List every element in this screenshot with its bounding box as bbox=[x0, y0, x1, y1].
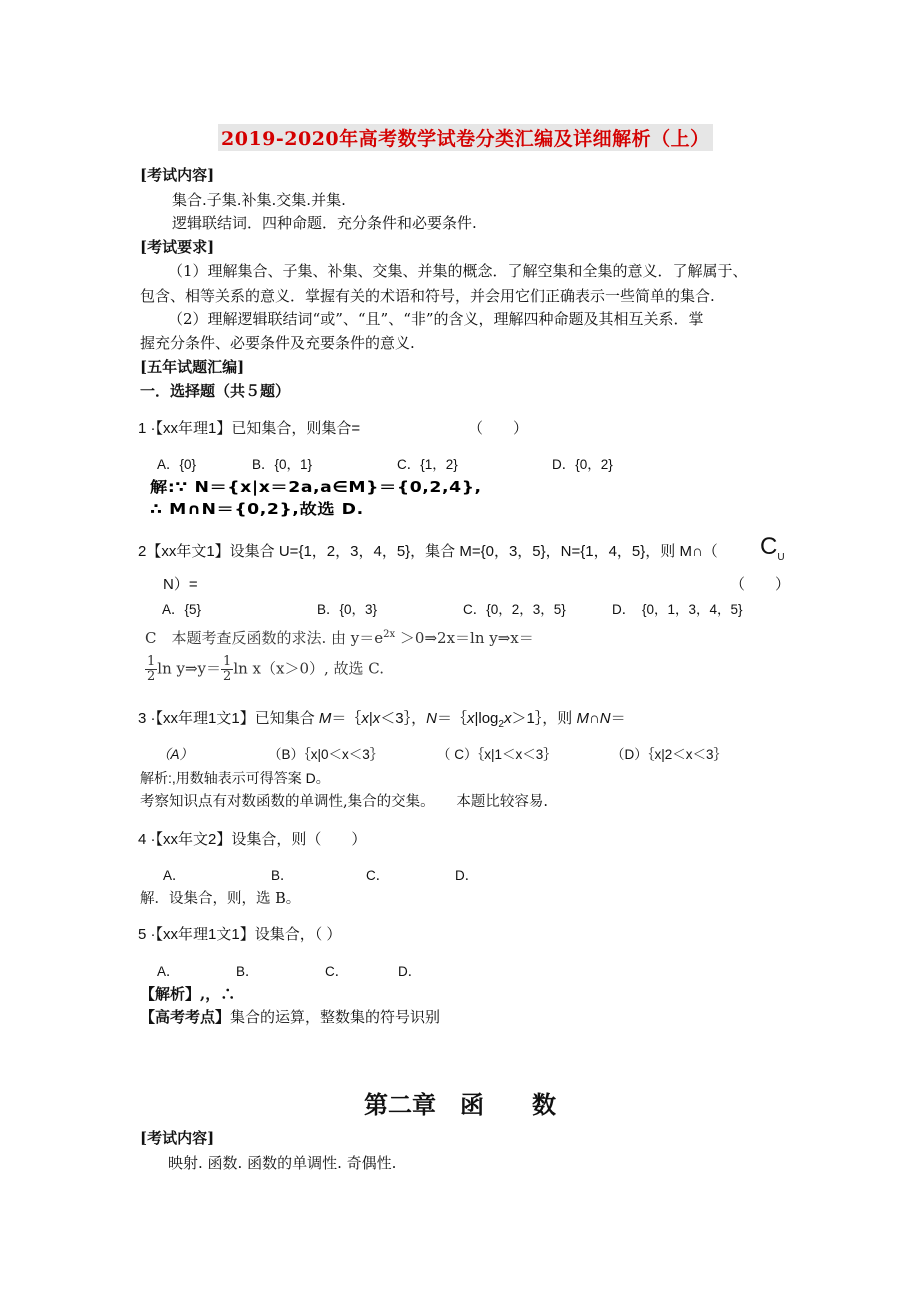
q3-stem-part: ＝｛ bbox=[436, 710, 467, 727]
chapter-2-content-line-1: 映射. 函数. 函数的单调性. 奇偶性. bbox=[168, 1154, 397, 1172]
page-title: 2019-2020年高考数学试卷分类汇编及详细解析（上） bbox=[218, 124, 713, 151]
scan-text-2b: ln x（x＞0）, 故选 C. bbox=[233, 659, 385, 678]
question-2-scanned-solution-line-1 bbox=[145, 627, 534, 648]
question-3-option-c: （ C）｛x|1＜x＜3｝ bbox=[437, 747, 557, 762]
exam-content-heading: [考试内容] bbox=[140, 166, 215, 184]
requirement-line-2: 包含、相等关系的意义．掌握有关的术语和符号，并会用它们正确表示一些简单的集合. bbox=[140, 287, 715, 305]
question-1-solution-line-1: 解:∵ N＝{x|x＝2a,a∈M}＝{0,2,4}, bbox=[150, 478, 482, 496]
question-5-key-point bbox=[140, 1006, 440, 1027]
question-2-option-b: B．{0，3} bbox=[317, 602, 378, 617]
question-1-option-b: B．{0，1} bbox=[252, 457, 313, 472]
fraction-half-1 bbox=[145, 655, 157, 684]
question-4-option-c: C． bbox=[366, 868, 390, 883]
q3-stem-part: ＞1｝，则 bbox=[511, 710, 577, 727]
question-3-analysis: 解析:,用数轴表示可得答案 D。 bbox=[140, 770, 330, 786]
key-point-text: 集合的运算，整数集的符号识别 bbox=[230, 1008, 441, 1026]
question-1-option-c: C．{1，2} bbox=[397, 457, 458, 472]
q3-stem-part: |log bbox=[474, 710, 499, 727]
key-point-label: 【高考考点】 bbox=[140, 1008, 231, 1026]
scan-text-1a: C 本题考查反函数的求法. 由 y＝e bbox=[145, 629, 384, 647]
question-5-option-a: A． bbox=[157, 964, 180, 979]
exam-content-line-1: 集合.子集.补集.交集.并集. bbox=[172, 191, 346, 209]
q3-stem-part: ＝｛ bbox=[331, 710, 362, 727]
question-4-option-a: A． bbox=[163, 868, 186, 883]
q3-stem-part: | bbox=[368, 710, 373, 727]
question-2-option-d: D． {0，1，3，4，5} bbox=[612, 602, 743, 617]
fraction-half-2 bbox=[221, 655, 233, 684]
exam-requirements-heading: [考试要求] bbox=[140, 238, 215, 256]
scan-text-1b: ＞0⇒2x＝ln y⇒x＝ bbox=[395, 629, 534, 647]
question-3-option-b: （B）｛x|0＜x＜3｝ bbox=[268, 747, 384, 762]
question-3-stem bbox=[138, 707, 626, 730]
question-4-solution: 解．设集合，则，选 B。 bbox=[140, 891, 301, 907]
fraction-denominator: 2 bbox=[223, 669, 232, 684]
set-m: M bbox=[318, 710, 332, 727]
set-n: N bbox=[426, 710, 437, 727]
log-base: 2 bbox=[498, 719, 504, 730]
question-2-stem-continued: N）= bbox=[163, 576, 198, 593]
analysis-label: 【解析】 bbox=[140, 985, 201, 1003]
five-year-heading: [五年试题汇编] bbox=[140, 358, 245, 376]
var-x: x bbox=[466, 710, 475, 727]
fraction-numerator: 1 bbox=[223, 654, 232, 669]
question-5-analysis bbox=[140, 983, 235, 1004]
var-x: x bbox=[372, 710, 381, 727]
question-4-option-d: D． bbox=[455, 868, 479, 883]
complement-letter: C bbox=[760, 533, 778, 560]
analysis-text: ,，∴ bbox=[200, 985, 236, 1003]
chapter-2-title: 第二章 函 数 bbox=[364, 1090, 556, 1119]
q3-stem-part: ＜3｝， bbox=[380, 710, 427, 727]
scan-exponent: 2x bbox=[383, 629, 396, 640]
question-2-answer-paren: （ ） bbox=[730, 576, 791, 593]
question-5-option-c: C． bbox=[325, 964, 349, 979]
question-3-note: 考察知识点有对数函数的单调性,集合的交集。 本题比较容易. bbox=[140, 794, 548, 810]
question-5-option-b: B． bbox=[236, 964, 259, 979]
var-x: x bbox=[361, 710, 369, 727]
question-2-scanned-solution-line-2 bbox=[145, 655, 384, 684]
fraction-denominator: 2 bbox=[147, 669, 156, 684]
question-2-option-a: A．{5} bbox=[162, 602, 202, 617]
question-5-option-d: D． bbox=[398, 964, 422, 979]
question-4-option-b: B． bbox=[271, 868, 294, 883]
question-2-stem: 2【xx年文1】设集合 U={1，2，3，4，5}，集合 M={0，3，5}，N={1，4，5}，则 M∩（ bbox=[138, 543, 718, 560]
fraction-numerator: 1 bbox=[147, 654, 156, 669]
question-1-solution-line-2: ∴ M∩N＝{0,2},故选 D. bbox=[150, 500, 364, 518]
question-1-option-d: D．{0，2} bbox=[552, 457, 613, 472]
complement-symbol bbox=[760, 533, 785, 563]
requirement-line-1: （1）理解集合、子集、补集、交集、并集的概念．了解空集和全集的意义．了解属于、 bbox=[168, 262, 748, 280]
question-4-stem: 4 ·【xx年文2】设集合，则（ ） bbox=[138, 831, 367, 848]
question-1-option-a: A．{0} bbox=[157, 457, 197, 472]
chapter-2-content-heading: [考试内容] bbox=[140, 1129, 215, 1147]
q3-stem-part: ＝ bbox=[610, 710, 626, 727]
exam-content-line-2: 逻辑联结词．四种命题．充分条件和必要条件. bbox=[172, 214, 477, 232]
scan-text-2a: ln y⇒y＝ bbox=[157, 659, 222, 678]
intersection-mn: M∩N bbox=[576, 710, 611, 727]
var-x: x bbox=[503, 710, 512, 727]
question-3-option-d: （D）｛x|2＜x＜3｝ bbox=[611, 747, 728, 762]
requirement-line-3: （2）理解逻辑联结词“或”、“且”、“非”的含义，理解四种命题及其相互关系．掌 bbox=[168, 310, 704, 328]
question-1-stem: 1 ·【xx年理1】已知集合，则集合= bbox=[138, 420, 361, 437]
question-2-option-c: C．{0，2，3，5} bbox=[463, 602, 566, 617]
choice-section-heading: 一．选择题（共５题） bbox=[140, 382, 291, 400]
q3-stem-part: 3 ·【xx年理1文1】已知集合 bbox=[138, 710, 319, 727]
question-1-answer-paren: （ ） bbox=[468, 420, 529, 437]
requirement-line-4: 握充分条件、必要条件及充要条件的意义. bbox=[140, 334, 415, 352]
question-5-stem: 5 ·【xx年理1文1】设集合，（ ） bbox=[138, 926, 342, 943]
complement-subscript: U bbox=[777, 551, 785, 563]
question-3-option-a: （A） bbox=[157, 747, 194, 762]
